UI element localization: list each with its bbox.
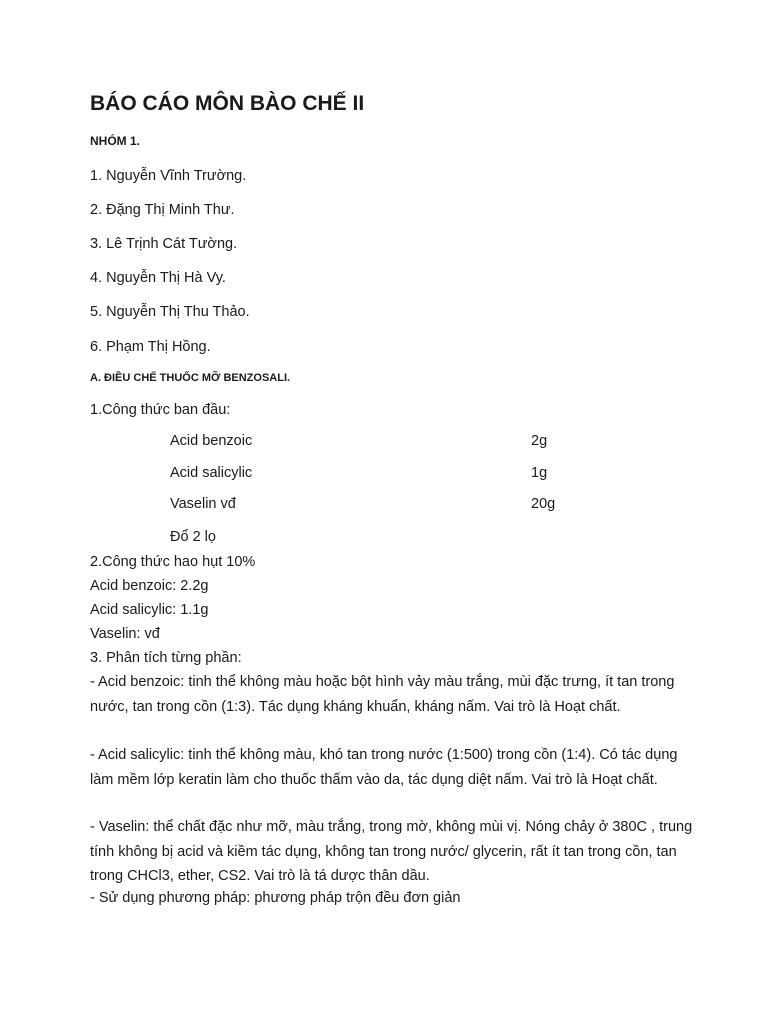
member-item: 1. Nguyễn Vĩnh Trường. [90, 168, 247, 184]
loss-line: Acid salicylic: 1.1g [90, 602, 209, 618]
member-item: 4. Nguyễn Thị Hà Vy. [90, 270, 226, 286]
page-title: BÁO CÁO MÔN BÀO CHẾ II [90, 92, 365, 115]
member-item: 3. Lê Trịnh Cát Tường. [90, 236, 238, 252]
ingredient-quantity: 20g [531, 496, 556, 512]
analysis-paragraph: - Vaselin: thể chất đặc như mỡ, màu trắng, trong mờ, không mùi vị. Nóng chảy ở 380C , trung tính không bị acid và kiềm tác dụng, không tan trong nước/ glycerin, rất ít tan trong cồn, tan trong CHCl3, ether, CS2. Vai trò là tá dược thân dầu. [90, 819, 693, 884]
ingredient-note: Đổ 2 lọ [170, 529, 216, 545]
loss-line: Acid benzoic: 2.2g [90, 578, 209, 594]
member-item: 5. Nguyễn Thị Thu Thảo. [90, 304, 250, 320]
ingredient-name: Acid salicylic [170, 465, 253, 481]
member-item: 2. Đặng Thị Minh Thư. [90, 202, 235, 218]
loss-line: Vaselin: vđ [90, 626, 160, 642]
formula-heading: 1.Công thức ban đầu: [90, 402, 231, 418]
analysis-paragraph: - Acid benzoic: tinh thể không màu hoặc bột hình vảy màu trắng, mùi đặc trưng, ít tan trong nước, tan trong cồn (1:3). Tác dụng kháng khuẩn, kháng nấm. Vai trò là Hoạt chất. [90, 674, 675, 715]
ingredient-name: Acid benzoic [170, 433, 253, 449]
loss-formula-block [90, 550, 710, 670]
ingredient-quantity: 1g [531, 465, 548, 481]
loss-heading: 2.Công thức hao hụt 10% [90, 554, 256, 570]
ingredient-quantity: 2g [531, 433, 548, 449]
member-item: 6. Phạm Thị Hồng. [90, 339, 211, 355]
analysis-paragraph: - Sử dụng phương pháp: phương pháp trộn đều đơn giản [90, 890, 461, 906]
analysis-heading: 3. Phân tích từng phần: [90, 650, 242, 666]
analysis-paragraph: - Acid salicylic: tinh thể không màu, khó tan trong nước (1:500) trong cồn (1:4). Có tác dụng làm mềm lớp keratin làm cho thuốc thấm vào da, tác dụng diệt nấm. Vai trò là Hoạt chất. [90, 747, 678, 788]
ingredient-name: Vaselin vđ [170, 496, 236, 512]
section-heading: A. ĐIỀU CHẾ THUỐC MỠ BENZOSALI. [90, 372, 291, 384]
group-label: NHÓM 1. [90, 134, 141, 148]
